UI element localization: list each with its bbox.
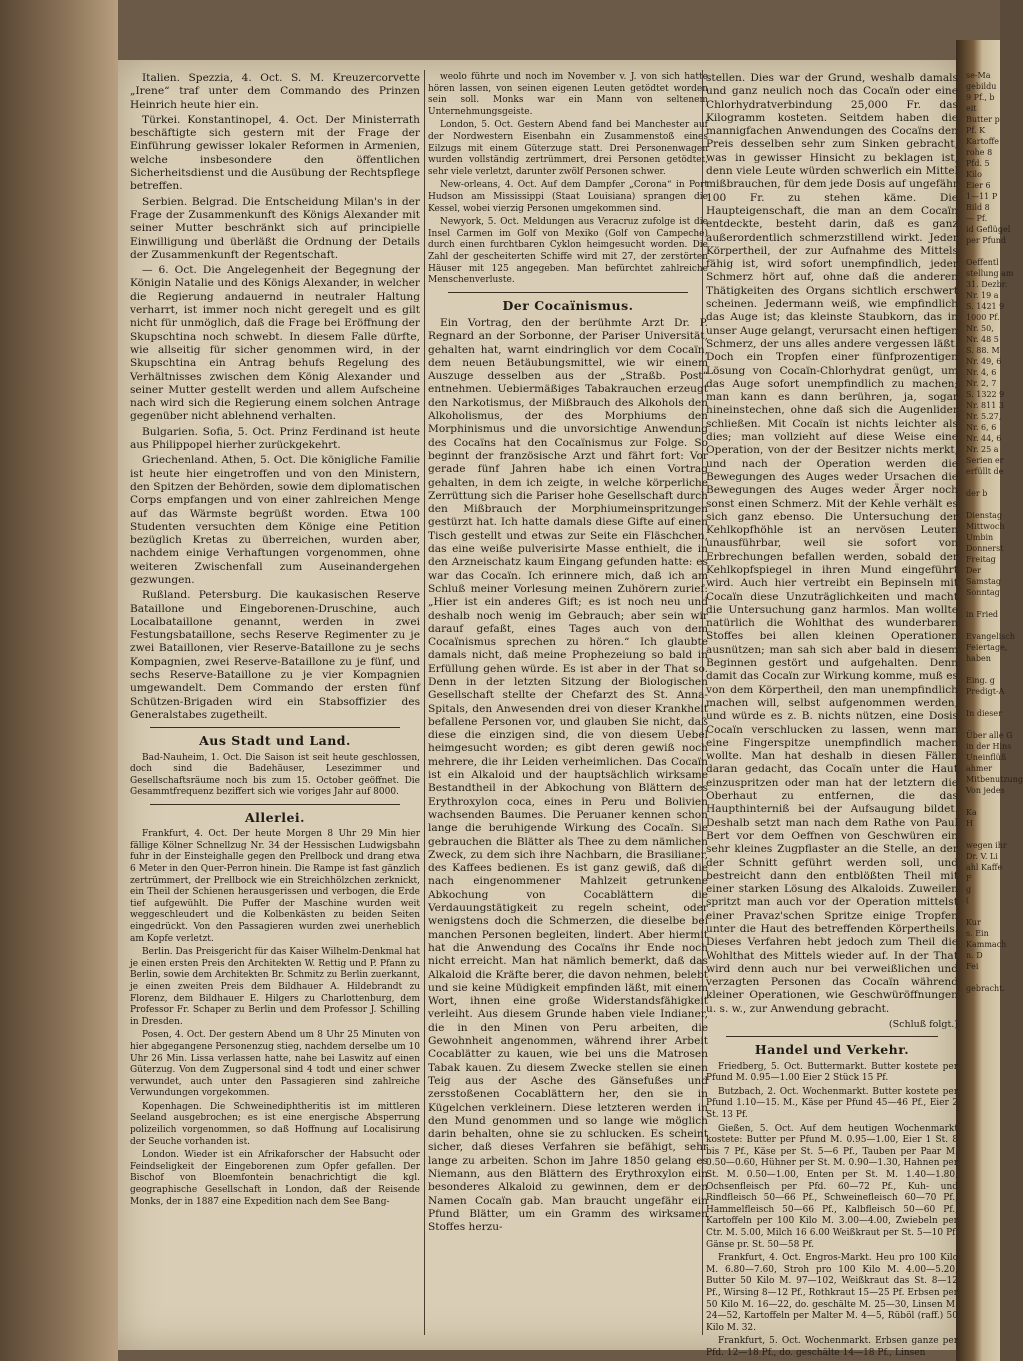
edge-text-fragment: Nr. 49, 6: [966, 357, 1002, 366]
edge-text-fragment: Kartoffe: [966, 137, 1000, 146]
edge-text-fragment: haben: [966, 654, 991, 663]
edge-text-fragment: Nr. 2, 7: [966, 379, 997, 388]
edge-text-fragment: [966, 620, 1000, 631]
edge-text-fragment: Kammach: [966, 940, 1007, 949]
edge-text-fragment: Butter p: [966, 115, 1000, 124]
edge-text-fragment: Bild 8: [966, 203, 990, 212]
market-report-frankfurt-engros: Frankfurt, 4. Oct. Engros-Markt. Heu pro 100 Kilo M. 6.80—7.60, Stroh pro 100 Kilo M. 4.00—5.20, Butter 50 Kilo M. 97—102, Weißkraut das St. 8—12 Pf., Wirsing 8—12 Pf., Rothkraut 15—25 Pf. Erbsen per 50 Kilo M. 16—22, do. geschälte M. 25—30, Linsen M. 24—52, Kartoffeln per Malter M. 4—5, Rüböl (raff.) 50 Kilo M. 32.: [706, 1253, 958, 1333]
edge-text-fragment: 9 Pf., b: [966, 93, 995, 102]
edge-text-fragment: 31. Dezbr.: [966, 280, 1008, 289]
column-3: [706, 72, 958, 1358]
edge-text-fragment: Ka: [966, 808, 977, 817]
edge-text-fragment: Uneinflüß: [966, 753, 1007, 762]
edge-text-fragment: Donnerst: [966, 544, 1004, 553]
edge-text-fragment: Umbin: [966, 533, 994, 542]
news-item-london-cont: weolo führte und noch im November v. J. von sich hatte hören lassen, von seinen eigenen Leuten getödtet worden sein soll. Monks war ein Mann von seltenem Unternehmungsgeiste.: [428, 72, 708, 117]
news-item-london: London. Wieder ist ein Afrikaforscher der Habsucht oder Feindseligkeit der Eingeborenen zum Opfer gefallen. Der Bischof von Bloemfontein benachrichtigt die kgl. geographische Gesellschaft in London, daß der Reisende Monks, der in 1887 eine Expedition nach dem See Bang-: [130, 1150, 420, 1207]
edge-text-fragment: Nr. 6, 6: [966, 423, 997, 432]
news-item-tuerkei: Türkei. Konstantinopel, 4. Oct. Der Ministerrath beschäftigte sich gestern mit der Frage der Einführung gewisser lokaler Reformen in Armenien, welche insbesondere den öffentlichen Sicherheitsdienst und die Ausübung der Rechtspflege betreffen.: [130, 113, 420, 193]
news-item-new-orleans: New-orleans, 4. Oct. Auf dem Dampfer „Corona“ in Port Hudson am Mississippi (Staat Louisiana) sprangen die Kessel, wobei vierzig Personen umgekommen sind.: [428, 180, 708, 214]
news-item-newyork: Newyork, 5. Oct. Meldungen aus Veracruz zufolge ist die Insel Carmen im Golf von Mexiko (Golf von Campeche) durch einen furchtbaren Cyklon heimgesucht worden. Die Zahl der gescheiterten Schiffe wird mit 27, der zerstörten Häuser mit 125 angegeben. Man befürchtet zahlreiche Menschenverluste.: [428, 217, 708, 286]
edge-text-fragment: 1—11 P: [966, 192, 998, 201]
edge-text-fragment: [966, 664, 1000, 675]
market-report-giessen: Gießen, 5. Oct. Auf dem heutigen Wochenmarkt kostete: Butter per Pfund M. 0.95—1.00, Eier 1 St. 8 bis 7 Pf., Käse per St. 5—6 Pf., Tauben per Paar M. 0.50—0.60, Hühner per St. M. 0.90—1.30, Hahnen per St. M. 0.50—1.00, Enten per St. M. 1.40—1.80, Ochsenfleisch per Pfd. 60—72 Pf., Kuh- und Rindfleisch 50—66 Pf., Schweinefleisch 60—70 Pf., Hammelfleisch 50—66 Pf., Kalbfleisch 50—60 Pf., Kartoffeln per 100 Kilo M. 3.00—4.00, Zwiebeln per Ctr. M. 5.00, Milch 16 6.00 Weißkraut per St. 5—10 Pf. Gänse pr. St. 50—58 Pf.: [706, 1123, 958, 1250]
edge-text-fragment: in Fried: [966, 610, 999, 619]
section-rule: [150, 727, 400, 728]
edge-text-fragment: [966, 697, 1000, 708]
news-item-berlin: Berlin. Das Preisgericht für das Kaiser Wilhelm-Denkmal hat je einen ersten Preis den Architekten W. Rettig und P. Pfann zu Berlin, sowie dem Architekten Br. Schmitz zu Berlin zuerkannt, je einen zweiten Preis dem Bildhauer A. Hildebrandt zu Florenz, dem Bildhauer E. Hilgers zu Charlottenburg, dem Professor Fr. Schaper zu Berlin und dem Professor J. Schilling in Dresden.: [130, 947, 420, 1027]
edge-text-fragment: [966, 829, 1000, 840]
edge-text-fragment: Fei: [966, 962, 979, 971]
edge-text-fragment: [966, 796, 1000, 807]
edge-text-fragment: Serien er: [966, 456, 1004, 465]
edge-text-fragment: Eing. g: [966, 676, 995, 685]
section-heading-allerlei: Allerlei.: [244, 809, 306, 825]
edge-text-fragment: in der Hins: [966, 742, 1012, 751]
section-rule: [726, 1036, 938, 1037]
edge-text-fragment: erfüllt de: [966, 467, 1004, 476]
news-item-posen: Posen, 4. Oct. Der gestern Abend um 8 Uhr 25 Minuten von hier abgegangene Personenzug stieg, nachdem derselbe um 10 Uhr 26 Min. Lissa verlassen hatte, nahe bei Laswitz auf einen Güterzug. Von dem Zugpersonal sind 4 todt und einer schwer verwundet, auch unter den Passagieren sind zahlreiche Verwundungen vorgekommen.: [130, 1030, 420, 1099]
edge-text-fragment: gebildu: [966, 82, 997, 91]
column-1: [130, 72, 420, 1342]
edge-text-fragment: In dieser: [966, 709, 1002, 718]
edge-text-fragment: Kilo: [966, 170, 982, 179]
edge-text-fragment: [966, 719, 1000, 730]
edge-text-fragment: [966, 499, 1000, 510]
news-item-frankfurt: Frankfurt, 4. Oct. Der heute Morgen 8 Uhr 29 Min hier fällige Kölner Schnellzug Nr. 34 der Hessischen Ludwigsbahn fuhr in der Einsteighalle gegen den Prellbock und drang etwa 6 Meter in den Quer-Perron hinein. Die Rampe ist fast gänzlich zertrümmert, der Prellbock wie ein Streichhölzchen zerknickt, ein Theil der Schienen herausgerissen und verbogen, die Erde tief aufgewühlt. Die Puffer der Maschine wurden weit weggeschleudert und die Kolbenkästen zu beiden Seiten eingedrückt. Von den Passagieren wurden zwei unerheblich am Kopfe verletzt.: [130, 829, 420, 944]
edge-text-fragment: se-Ma: [966, 71, 991, 80]
market-report-friedberg: Friedberg, 5. Oct. Buttermarkt. Butter kostete per Pfund M. 0.95—1.00 Eier 2 Stück 15 Pf.: [706, 1061, 958, 1084]
edge-text-fragment: n. D: [966, 951, 983, 960]
news-item-serbien-2: — 6. Oct. Die Angelegenheit der Begegnung der Königin Natalie und des Königs Alexander, in welcher die Regierung andauernd in neutraler Haltung verharrt, ist immer noch nicht geregelt und es gilt nicht für unmöglich, daß die Frage bei Eröffnung der Skupschtina noch schwebt. In diesem Falle dürfte, wie allseitig für sicher genommen wird, in der Skupschtina ein Antrag behufs Regelung des Verhältnisses zwischen dem König Alexander und seiner Mutter gestellt werden und allem Aufscheine nach wird sich die Regierung einem solchen Antrage gegenüber nicht ablehnend verhalten.: [130, 264, 420, 423]
edge-text-fragment: Nr. 50,: [966, 324, 994, 333]
edge-text-fragment: stellung am: [966, 269, 1014, 278]
edge-text-fragment: F: [966, 874, 972, 883]
edge-text-fragment: Über alle G: [966, 731, 1013, 740]
edge-text-fragment: Nr. 48 5: [966, 335, 999, 344]
edge-text-fragment: S. 88. M: [966, 346, 1000, 355]
article-cocainismus-continued: stellen. Dies war der Grund, weshalb damals und ganz neulich noch das Cocaïn oder eine Chlorhydratverbindung 25,000 Fr. das Kilogramm kosteten. Seitdem haben die mannigfachen Anwendungen des Cocaïns den Preis desselben sehr zum Sinken gebracht, was in gewisser Hinsicht zu beklagen ist, denn viele Leute würden schwerlich ein Mittel mißbrauchen, für dem jede Dosis auf ungefähr 100 Fr. zu stehen käme. Die Haupteigenschaft, die man an dem Cocaïn entdeckte, besteht darin, daß es ganz außerordentlich schmerzstillend wirkt. Jeder Körpertheil, der zur Aufnahme des Mittels fähig ist, wird sofort unempfindlich, jeder Schmerz hört auf, ohne daß die anderen Thätigkeiten des Organs sichtlich erschwert scheinen. Jedermann weiß, wie empfindlich das Auge ist; das kleinste Staubkorn, das in unser Auge gelangt, verursacht einen heftigen Schmerz, der uns alles andere vergessen läßt. Doch ein Tropfen einer fünfprozentigen Lösung von Cocaïn-Chlorhydrat genügt, um das Auge sofort unempfindlich zu machen; man kann es dann berühren, ja, sogar hineinstechen, ohne daß sich die Augenlider schließen. Mit Cocaïn ist nichts leichter als dies; man vollzieht auf diese Weise eine Operation, von der der Besitzer nichts merkt, und nach der Operation werden die Bewegungen des Auges weder Ursachen die Bewegungen des Auges weder Ärger noch sonst einen Schmerz. Mit der Kehle verhält es sich ganz ebenso. Die Untersuchung der Kehlkopfhöhle ist an nervösen Leuten unausführbar, weil sie sofort von Erbrechungen befallen werden, sobald der Kehlkopfspiegel in ihren Mund eingeführt wird. Auch hier vertreibt ein Bepinseln mit Cocaïn diese Unzuträglichkeiten und macht die Untersuchung ganz harmlos. Man wollte natürlich die Wohlthat des wunderbaren Stoffes bei allen kleinen Operationen ausnützen; man sah sich aber bald in diesem Beginnen gestört und aufgehalten. Denn damit das Cocaïn zur Wirkung komme, muß es von dem Körpertheil, den man unempfindlich machen will, selbst aufgenommen werden, und würde es z. B. nichts nützen, eine Dosis Cocaïn verschlucken zu lassen, wenn man eine Fingerspitze unempfindlich machen wollte. Man hat deshalb in diesen Fällen daran gedacht, das Cocaïn unter die Haut einzuspritzen oder man hat der letztern die Oberhaut zu entfernen, die das Haupthinterniß bei der Aufsaugung bildet. Deshalb setzt man nach dem Rathe von Paul Bert vor dem Oeffnen von Geschwüren ein sehr kleines Zugpflaster an die Stelle, an der der Schnitt geführt werden soll, und bestreicht dann den entblößten Theil mit einer starken Lösung des Alkaloids. Zuweilen spritzt man auch vor der Operation mittelst einer Pravaz'schen Spritze einige Tropfen unter die Haut des betreffenden Körpertheils. Dieses Verfahren hebt jedoch zum Theil die Wohlthat des Mittels wieder auf. In der That wird denn auch nur bei verweißlichen und verzagten Personen das Cocaïn während kleiner Operationen, wie Geschwüröffnungen u. s. w., zur Anwendung gebracht.: [706, 72, 958, 1015]
edge-text-fragment: wegen ihr: [966, 841, 1007, 850]
edge-text-fragment: ahmer: [966, 764, 993, 773]
edge-text-fragment: Evangelisch: [966, 632, 1015, 641]
edge-text-fragment: id Geflügel: [966, 225, 1011, 234]
article-cocainismus-body: Ein Vortrag, den der berühmte Arzt Dr. P. Regnard an der Sorbonne, der Pariser Universität, gehalten hat, warnt eindringlich vor dem Cocaïn, dem neuen Betäubungsmittel, wie wir einem Auszuge desselben aus der „Straßb. Post“ entnehmen. Uebiermäßiges Tabakrauchen erzeugt den Narkotismus, der Mißbrauch des Alkohols den Alkoholismus, der des Morphiums den Morphinismus und die unvorsichtige Anwendung des Cocaïns hat den Cocaïnismus zur Folge. So beginnt der französische Arzt und fährt fort: Vor gerade fünf Jahren habe ich einen Vortrag gehalten, in dem ich zeigte, in welche körperliche Zerrüttung sich die Pariser hohe Gesellschaft durch den Mißbrauch der Morphiumeinspritzungen gestürzt hat. Ich hatte damals diese Gifte auf einen Tisch gestellt und etwas zur Seite ein Fläschchen, das eine weiße pulverisirte Masse enthielt, die in den Arzneischatz kaum Eingang gefunden hatte: es war das Cocaïn. Ich erinnere mich, daß ich am Schluß meiner Vorlesung meinen Zuhörern zurief: „Hier ist ein anderes Gift; es ist noch neu und deshalb noch wenig im Gebrauch; aber sein wir darauf gefaßt, eines Tages auch von dem Cocaïnismus sprechen zu hören.“ Ich glaubte damals nicht, daß meine Prophezeiung so bald in Erfüllung gehen würde. Es ist aber in der That so. Denn in der letzten Sitzung der Biologischen Gesellschaft stellte der Chefarzt des St. Anna-Spitals, den Anwesenden drei von dieser Krankheit befallene Personen vor, und glauben Sie nicht, daß diese die einzigen sind, die von diesem Uebel heimgesucht worden; es gibt deren gewiß noch mehrere, die ihr Leiden verheimlichen. Das Cocaïn ist ein Alkaloid und der hauptsächlich wirksame Bestandtheil in der Abkochung von Blättern des Erythroxylon coca, eines in Peru und Bolivien wachsenden Baumes. Die Peruaner kennen schon lange die beruhigende Wirkung des Cocaïn. Sie gebrauchen die Blätter als Thee zu dem nämlichen Zweck, zu dem sich ihre Nachbarn, die Brasilianer, des Kaffees bedienen. Es ist ganz gewiß, daß die nach eingenommener Mahlzeit getrunkene Abkochung von Cocablättern die Verdauungstätigkeit zu regeln scheint, oder wenigstens doch die Schmerzen, die dieselbe bei manchen Personen begleiten, lindert. Aber hiermit hat die Anwendung des Cocaïns ihr Ende noch nicht erreicht. Man hat nämlich bemerkt, daß das Alkaloid die Kräfte berer, die davon nehmen, belebt und sie keine Müdigkeit empfinden läßt, mit einem Wort, ihnen eine große Widerstandsfähigkeit verleiht. Aus diesem Grunde haben viele Indianer, die in den Minen von Peru arbeiten, die Gewohnheit angenommen, während ihrer Arbeit Cocablätter zu kauen, wie bei uns die Matrosen Tabak kauen. Zu diesem Zwecke stellen sie einen Teig aus der Asche des Gänsefußes und zersstoßenen Cocablättern her, den sie in Kügelchen verkleinern. Diese letzteren werden in den Mund genommen und so lange wie möglich darin behalten, ohne sie zu schlucken. Es scheint sicher, daß dieses Verfahren sie befähigt, sehr lange zu arbeiten. Schon im Jahre 1850 gelang es Niemann, aus den Blättern des Erythroxylon ein besonderes Alkaloid zu gewinnen, dem er den Namen Cocaïn gab. Man braucht ungefähr ein Pfund Blätter, um ein Gramm des wirksamen Stoffes herzu-: [428, 316, 708, 1234]
edge-text-fragment: 1000 Pf.: [966, 313, 1000, 322]
edge-text-fragment: Nr. 19 a: [966, 291, 999, 300]
edge-text-fragment: S. 1322 9: [966, 390, 1005, 399]
edge-text-fragment: Mitbenutzung: [966, 775, 1023, 784]
news-item-bulgarien: Bulgarien. Sofia, 5. Oct. Prinz Ferdinand ist heute aus Philippopel hierher zurückgekehrt.: [130, 425, 420, 452]
news-item-italien: Italien. Spezzia, 4. Oct. S. M. Kreuzercorvette „Irene“ traf unter dem Commando des Prinzen Heinrich heute hier ein.: [130, 72, 420, 111]
edge-text-fragment: Nr. 5.27,: [966, 412, 1002, 421]
edge-text-fragment: Sonntag: [966, 588, 1000, 597]
edge-text-fragment: Predigt-A: [966, 687, 1005, 696]
edge-text-fragment: Oeffentl: [966, 258, 999, 267]
edge-text-fragment: (: [966, 896, 970, 905]
section-heading-handel-und-verkehr: Handel und Verkehr.: [754, 1042, 910, 1058]
edge-text-fragment: Pf. K: [966, 126, 986, 135]
market-report-frankfurt-wochenmarkt: Frankfurt, 5. Oct. Wochenmarkt. Erbsen ganze per Pfd. 12—18 Pf., do. geschälte 14—18 Pf., Linsen: [706, 1336, 958, 1358]
edge-text-fragment: g: [966, 885, 972, 894]
edge-text-fragment: s. Ein: [966, 929, 989, 938]
edge-text-fragment: [966, 477, 1000, 488]
edge-text-fragment: Nr. 811 3: [966, 401, 1004, 410]
news-item-kopenhagen: Kopenhagen. Die Schweinediphtheritis ist im mittleren Seeland ausgebrochen; es ist eine energische Absperrung polizeilich vorgenommen, so daß Hoffnung auf Localisirung der Seuche vorhanden ist.: [130, 1101, 420, 1147]
edge-text-fragment: Dienstag: [966, 511, 1003, 520]
edge-text-fragment: Dr. V. Li: [966, 852, 998, 861]
edge-text-fragment: Freitag: [966, 555, 996, 564]
edge-text-fragment: Mittwoch: [966, 522, 1005, 531]
edge-text-fragment: Nr. 4, 6: [966, 368, 997, 377]
edge-text-fragment: eit: [966, 104, 977, 113]
edge-text-fragment: per Pfund: [966, 236, 1006, 245]
edge-text-fragment: Nr. 25 a: [966, 445, 999, 454]
news-item-bad-nauheim: Bad-Nauheim, 1. Oct. Die Saison ist seit heute geschlossen, doch sind die Badehäuser, Lesezimmer und Gesellschaftsräume noch bis zum 15. October geöffnet. Die Gesammtfrequenz beziffert sich wie voriges Jahr auf 8000.: [130, 752, 420, 798]
edge-text-fragment: der b: [966, 489, 988, 498]
article-heading-cocainismus: Der Cocaïnismus.: [502, 297, 634, 313]
edge-text-fragment: [966, 598, 1000, 609]
column-separator: [424, 70, 425, 1335]
book-left-margin: [0, 0, 118, 1361]
section-rule: [448, 292, 688, 293]
edge-text-fragment: S. 1421 9: [966, 302, 1005, 311]
edge-text-fragment: [966, 906, 1000, 917]
edge-text-fragment: ahl Kaffe: [966, 863, 1003, 872]
edge-text-fragment: [966, 972, 1000, 983]
edge-text-fragment: — Pf.: [966, 214, 988, 223]
section-heading-stadt-und-land: Aus Stadt und Land.: [199, 733, 351, 749]
news-item-serbien: Serbien. Belgrad. Die Entscheidung Milan's in der Frage der Zusammenkunft des Königs Alexander mit seiner Mutter beschränkt sich auf principielle Einwilligung und überläßt die Ordnung der Details der Zusammenkunft der Regentschaft.: [130, 195, 420, 261]
edge-text-fragment: rohe 8: [966, 148, 993, 157]
news-item-london-2: London, 5. Oct. Gestern Abend fand bei Manchester auf der Nordwestern Eisenbahn ein Zusammenstoß eines Eilzugs mit einem Güterzuge statt. Drei Personenwagen wurden vollständig zertrümmert, drei Personen getödtet, sehr viele verletzt, darunter zwölf Personen schwer.: [428, 120, 708, 177]
edge-text-fragment: [966, 246, 1000, 257]
news-item-griechenland: Griechenland. Athen, 5. Oct. Die königliche Familie ist heute hier eingetroffen und von den Ministern, den Spitzen der Behörden, sowie dem diplomatischen Corps empfangen und von einer zahlreichen Menge auf das Wärmste begrüßt worden. Etwa 100 Studenten versuchten dem Könige eine Petition bezüglich Kretas zu überreichen, wurden aber, nachdem einige Verhaftungen vorgenommen, ohne weiteren Zwischenfall zum Auseinandergehen gezwungen.: [130, 454, 420, 586]
continuation-note: (Schluß folgt.): [888, 1019, 958, 1031]
edge-text-fragment: Kur: [966, 918, 981, 927]
edge-text-fragment: Der: [966, 566, 981, 575]
section-rule: [150, 804, 400, 805]
news-item-russland: Rußland. Petersburg. Die kaukasischen Reserve Bataillone und Eingeborenen-Druschine, auch Localbataillone genannt, werden in zwei Festungsbataillone, sechs Reserve Regimenter zu je zwei Bataillonen, vier Reserve-Bataillone zu je sechs Kompagnien, zwei Reserve-Bataillone zu je fünf, und sechs Reserve-Bataillone zu je vier Kompagnien umgewandelt. Dem Commando der ersten fünf Schützen-Brigaden wird ein Stabsoffizier des Generalstabes zugetheilt.: [130, 589, 420, 721]
edge-text-fragment: Eier 6: [966, 181, 991, 190]
column-2: [428, 72, 708, 1342]
edge-text-fragment: Feiertage,: [966, 643, 1008, 652]
edge-text-fragment: Nr. 44, 6: [966, 434, 1002, 443]
edge-text-fragment: Pfd. 5: [966, 159, 990, 168]
market-report-butzbach: Butzbach, 2. Oct. Wochenmarkt. Butter kostete per Pfund 1.10—15. M., Käse per Pfund 45—46 Pf., Eier 2 St. 13 Pf.: [706, 1086, 958, 1121]
edge-text-fragment: Samstag: [966, 577, 1002, 586]
edge-text-fragment: Von jedes: [966, 786, 1005, 795]
edge-text-fragment: H: [966, 819, 973, 828]
edge-text-fragment: gebracht.: [966, 984, 1005, 993]
next-page-edge-text: [966, 70, 1023, 1270]
